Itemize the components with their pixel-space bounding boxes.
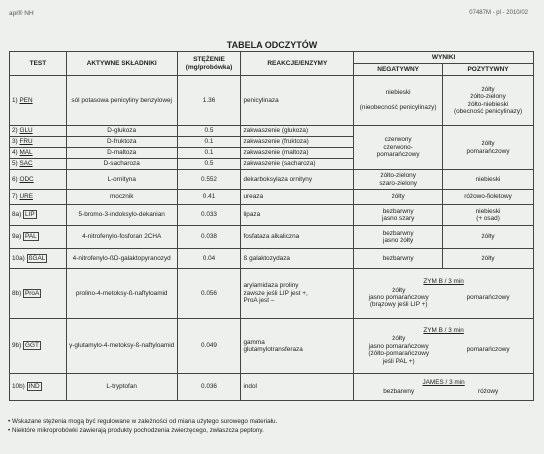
footnote: • Wskazane stężenia mogą być regulowane w zależności od miana użytego surowego materiału. xyxy=(8,418,278,425)
test-code: ßGAL xyxy=(28,254,46,262)
positive-cell: pomarańczowy xyxy=(466,346,510,354)
test-code: LIP xyxy=(25,211,35,219)
footnotes xyxy=(8,418,277,435)
footnote: • Niektóre mikroprobówki zawierają produkty pochodzenia zwierzęcego, zwłaszcza peptony. xyxy=(8,426,264,434)
results-cell xyxy=(354,269,534,319)
test-cell: 5) SAC xyxy=(10,159,67,170)
test-code: GGT xyxy=(25,342,39,350)
col-header-results: WYNIKI xyxy=(354,52,534,64)
concentration-cell: 0.5 xyxy=(177,126,241,137)
concentration-cell: 0.1 xyxy=(177,148,241,159)
concentration-cell: 0.41 xyxy=(177,190,241,205)
ingredient-cell: D-maltoza xyxy=(66,148,177,159)
col-header-concentration: STĘŻENIE (mg/probówka) xyxy=(177,52,241,76)
test-code: IND xyxy=(28,383,40,391)
negative-cell: bezbarwny xyxy=(354,249,443,269)
reagent-label: ZYM B / 3 min xyxy=(423,278,464,286)
concentration-cell: 0.036 xyxy=(177,374,241,401)
test-code: MAL xyxy=(19,149,33,157)
test-cell: 7) URE xyxy=(10,190,67,205)
negative-cell: czerwony czerwono- pomarańczowy xyxy=(354,126,443,170)
negative-cell: żółty jasno pomarańczowy (żółto-pomarańczowy jeśli PAL +) xyxy=(368,335,430,365)
table-row xyxy=(10,190,534,205)
ingredient-cell: γ-glutamylo-4-metoksy-ß-naftyloamid xyxy=(66,319,177,374)
negative-cell: żółty jasno pomarańczowy (brązowy jeśli LIP +) xyxy=(368,286,429,309)
col-header-positive: POZYTYWNY xyxy=(443,64,534,76)
test-code: ODC xyxy=(19,175,34,183)
concentration-cell: 0.056 xyxy=(177,269,241,319)
ingredient-cell: L-tryptofan xyxy=(66,374,177,401)
negative-cell: niebieski (nieobecność penicylinazy) xyxy=(354,76,443,126)
reagent-label: ZYM B / 3 min xyxy=(423,327,464,335)
reaction-cell: arylamidaza proliny zawsze jeśli LIP jest +, ProA jest – xyxy=(241,269,354,319)
ingredient-cell: 4-nitrofenylo-fosforan 2CHA xyxy=(66,226,177,249)
ingredient-cell: 4-nitrofenylo-ßD-galaktopyranozyd xyxy=(66,249,177,269)
test-code: ProA xyxy=(25,289,40,297)
reaction-cell: fosfataza alkaliczna xyxy=(241,226,354,249)
concentration-cell: 0.552 xyxy=(177,170,241,190)
positive-cell: żółty xyxy=(443,226,534,249)
test-code: PAL xyxy=(25,233,37,241)
reaction-cell: zakwaszenie (maltoza) xyxy=(241,148,354,159)
col-header-ingredients: AKTYWNE SKŁADNIKI xyxy=(66,52,177,76)
positive-cell: niebieski xyxy=(443,170,534,190)
concentration-cell: 1.36 xyxy=(177,76,241,126)
concentration-cell: 0.1 xyxy=(177,137,241,148)
table-row xyxy=(10,126,534,137)
table-row xyxy=(10,226,534,249)
test-cell: 8a) LIP xyxy=(10,205,67,226)
test-code: FRU xyxy=(19,138,33,146)
reaction-cell: ureaza xyxy=(241,190,354,205)
ingredient-cell: D-glukoza xyxy=(66,126,177,137)
test-cell: 6) ODC xyxy=(10,170,67,190)
concentration-cell: 0.5 xyxy=(177,159,241,170)
positive-cell: niebieski (+ osad) xyxy=(443,205,534,226)
test-code: PEN xyxy=(19,96,33,104)
test-cell: 8b) ProA xyxy=(10,269,67,319)
negative-cell: bezbarwny jasno szary xyxy=(354,205,443,226)
reaction-cell: lipaza xyxy=(241,205,354,226)
reaction-cell: indol xyxy=(241,374,354,401)
results-cell xyxy=(354,319,534,374)
concentration-cell: 0.038 xyxy=(177,226,241,249)
test-code: GLU xyxy=(19,127,33,135)
table-row xyxy=(10,76,534,126)
test-cell: 3) FRU xyxy=(10,137,67,148)
test-cell: 10b) IND xyxy=(10,374,67,401)
test-cell: 1) PEN xyxy=(10,76,67,126)
ingredient-cell: D-fruktoza xyxy=(66,137,177,148)
positive-cell: różowy xyxy=(477,387,499,395)
concentration-cell: 0.049 xyxy=(177,319,241,374)
brand-label: api® NH xyxy=(9,10,34,17)
ingredient-cell: D-sacharoza xyxy=(66,159,177,170)
negative-cell: bezbarwny xyxy=(383,387,415,395)
table-row xyxy=(10,269,534,319)
negative-cell: bezbarwny jasno żółty xyxy=(354,226,443,249)
ingredient-cell: prolino-4-metoksy-ß-naftyloamid xyxy=(66,269,177,319)
document-code: 07487M - pl - 2010/02 xyxy=(469,10,528,16)
ingredient-cell: mocznik xyxy=(66,190,177,205)
ingredient-cell: sól potasowa penicyliny benzylowej xyxy=(66,76,177,126)
table-row xyxy=(10,249,534,269)
concentration-cell: 0.033 xyxy=(177,205,241,226)
reaction-cell: zakwaszenie (glukoza) xyxy=(241,126,354,137)
positive-cell: pomarańczowy xyxy=(466,294,510,301)
ingredient-cell: L-ornityna xyxy=(66,170,177,190)
reaction-cell: ß galaktozydaza xyxy=(241,249,354,269)
reaction-cell: gamma glutamylotransferaza xyxy=(241,319,354,374)
col-header-test: TEST xyxy=(10,52,67,76)
positive-cell: różowo-fioletowy xyxy=(443,190,534,205)
reaction-cell: zakwaszenie (fruktoza) xyxy=(241,137,354,148)
reaction-cell: penicylinaza xyxy=(241,76,354,126)
col-header-reactions: REAKCJE/ENZYMY xyxy=(241,52,354,76)
reaction-cell: dekarboksylaza ornityny xyxy=(241,170,354,190)
test-cell: 4) MAL xyxy=(10,148,67,159)
table-row xyxy=(10,319,534,374)
test-cell: 2) GLU xyxy=(10,126,67,137)
test-cell: 10a) ßGAL xyxy=(10,249,67,269)
test-code: URE xyxy=(19,193,33,201)
table-title: TABELA ODCZYTÓW xyxy=(226,40,318,50)
test-cell: 9b) GGT xyxy=(10,319,67,374)
reagent-label: JAMES / 3 min xyxy=(422,379,465,387)
positive-cell: żółty żółto-zielony żółto-niebieski (obecność penicylinazy) xyxy=(443,76,534,126)
table-row xyxy=(10,374,534,401)
results-cell xyxy=(354,374,534,401)
reaction-cell: zakwaszenie (sacharoza) xyxy=(241,159,354,170)
test-cell: 9a) PAL xyxy=(10,226,67,249)
table-row xyxy=(10,205,534,226)
positive-cell: żółty pomarańczowy xyxy=(443,126,534,170)
ingredient-cell: 5-bromo-3-indoksylo-dekanian xyxy=(66,205,177,226)
negative-cell: żółto-zielony szaro-zielony xyxy=(354,170,443,190)
positive-cell: żółty xyxy=(443,249,534,269)
table-row xyxy=(10,170,534,190)
readings-table xyxy=(9,51,534,401)
col-header-negative: NEGATYWNY xyxy=(354,64,443,76)
negative-cell: żółty xyxy=(354,190,443,205)
concentration-cell: 0.04 xyxy=(177,249,241,269)
test-code: SAC xyxy=(19,160,33,168)
